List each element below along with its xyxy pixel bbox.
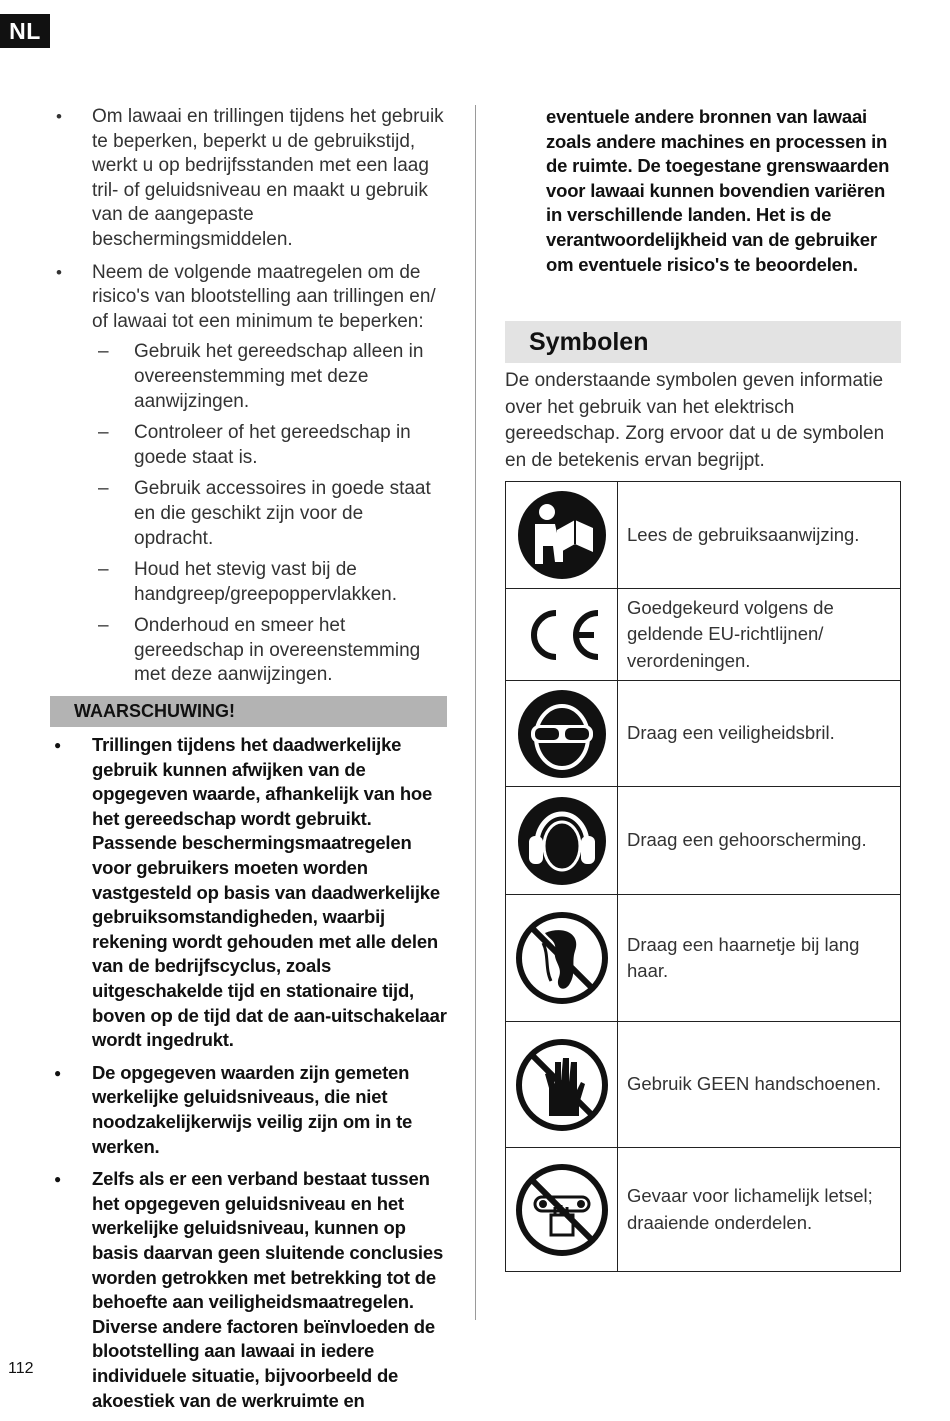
table-row bbox=[506, 895, 901, 1022]
no-gloves-icon bbox=[506, 1022, 618, 1148]
warning-heading: WAARSCHUWING! bbox=[50, 696, 447, 727]
list-item bbox=[50, 105, 447, 253]
safety-glasses-icon bbox=[506, 681, 618, 787]
sub-list bbox=[92, 340, 447, 688]
warning-item: ● Trillingen tijdens het daadwerkelijke gebruik kunnen afwijken van de opgegeven waarde, afhankelijk van hoe het gereedschap wordt gebruikt. Passende beschermingsmaatregelen voor gebruikers moeten worden vastgesteld op basis van daadwerkelijke gebruiksomstandigheden, waarbij rekening wordt gehouden met alle delen van de bedrijfscyclus, zoals uitgeschakelde tijd en stationaire tijd, boven op de tijd dat de aan-uitschakelaar wordt ingedrukt. bbox=[50, 733, 447, 1053]
sub-list-item: – Gebruik accessoires in goede staat en die geschikt zijn voor de opdracht. bbox=[92, 477, 447, 551]
symbol-description: Lees de gebruiksaanwijzing. bbox=[618, 482, 901, 589]
symbol-description: Draag een haarnetje bij lang haar. bbox=[618, 895, 901, 1022]
sub-list-item: – Houd het stevig vast bij de handgreep/greepoppervlakken. bbox=[92, 558, 447, 607]
warning-item: ● De opgegeven waarden zijn gemeten werkelijke geluidsniveaus, die niet noodzakelijkerwijs veilig zijn om in te werken. bbox=[50, 1061, 447, 1159]
right-column bbox=[505, 105, 901, 474]
table-row bbox=[506, 482, 901, 589]
symbol-description: Draag een gehoorscherming. bbox=[618, 787, 901, 895]
read-manual-icon bbox=[506, 482, 618, 589]
symbol-description: Gevaar voor lichamelijk letsel; draaiende onderdelen. bbox=[618, 1148, 901, 1272]
table-row bbox=[506, 787, 901, 895]
table-row bbox=[506, 1148, 901, 1272]
bullet-list bbox=[50, 105, 447, 688]
symbol-description: Draag een veiligheidsbril. bbox=[618, 681, 901, 787]
list-item bbox=[50, 261, 447, 689]
symbol-description: Gebruik GEEN handschoenen. bbox=[618, 1022, 901, 1148]
symbols-intro: De onderstaande symbolen geven informatie over het gebruik van het elektrisch gereedschap. Zorg ervoor dat u de symbolen en de betekenis ervan begrijpt. bbox=[505, 370, 885, 471]
sub-list-item: – Onderhoud en smeer het gereedschap in overeenstemming met deze aanwijzingen. bbox=[92, 614, 447, 688]
list-item-text: Om lawaai en trillingen tijdens het gebruik te beperken, beperkt u de gebruikstijd, werkt u op bedrijfsstanden met een laag tril- of geluidsniveau en maakt u gebruik van de aangepaste beschermingsmiddelen. bbox=[92, 106, 444, 250]
warning-item: ● Zelfs als er een verband bestaat tussen het opgegeven geluidsniveau en het werkelijke geluidsniveau, kunnen op basis daarvan geen sluitende conclusies worden getrokken met betrekking tot de behoefte aan veiligheidsmaatregelen. Diverse andere factoren beïnvloeden de blootstelling aan lawaai in iedere individuele situatie, bijvoorbeeld de akoestiek van de werkruimte en bbox=[50, 1167, 447, 1413]
table-row bbox=[506, 1022, 901, 1148]
rotating-parts-hazard-icon bbox=[506, 1148, 618, 1272]
ear-protection-icon bbox=[506, 787, 618, 895]
sub-list-item: – Gebruik het gereedschap alleen in overeenstemming met deze aanwijzingen. bbox=[92, 340, 447, 414]
language-tab: NL bbox=[0, 14, 50, 48]
symbols-table bbox=[505, 481, 901, 1272]
left-column bbox=[50, 105, 447, 1421]
table-row bbox=[506, 681, 901, 787]
column-divider bbox=[475, 105, 476, 1320]
hairnet-icon bbox=[506, 895, 618, 1022]
sub-list-item: – Controleer of het gereedschap in goede staat is. bbox=[92, 421, 447, 470]
symbol-description: Goedgekeurd volgens de geldende EU-richtlijnen/ verordeningen. bbox=[618, 589, 901, 681]
page-number: 112 bbox=[8, 1360, 34, 1377]
warning-continuation: eventuele andere bronnen van lawaai zoals andere machines en processen in de ruimte. De toegestane grenswaarden voor lawaai kunnen bovendien variëren in verschillende landen. Het is de verantwoordelijkheid van de gebruiker om eventuele risico's te beoordelen. bbox=[546, 106, 890, 275]
ce-mark-icon bbox=[506, 589, 618, 681]
warning-list bbox=[50, 733, 447, 1413]
table-row bbox=[506, 589, 901, 681]
symbols-heading: Symbolen bbox=[505, 321, 901, 363]
list-item-text: Neem de volgende maatregelen om de risico's van blootstelling aan trillingen en/ of lawaai tot een minimum te beperken: bbox=[92, 261, 436, 332]
